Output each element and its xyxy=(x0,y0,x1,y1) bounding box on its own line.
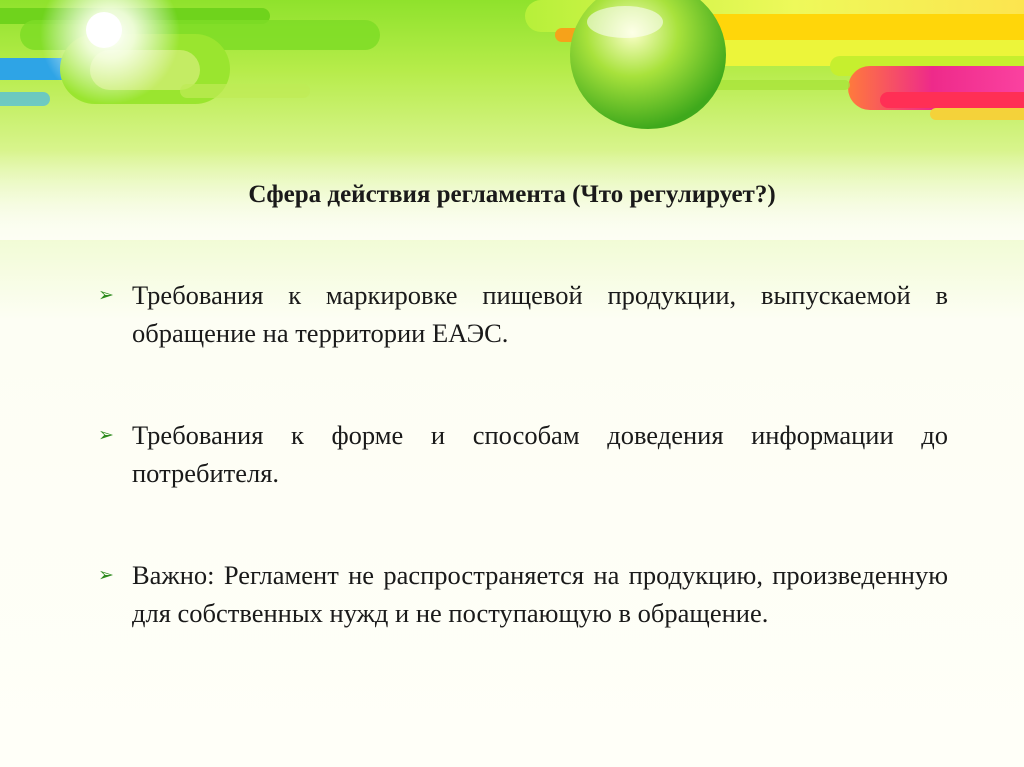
arrow-bullet-icon: ➢ xyxy=(98,564,114,586)
bullet-text: Важно: Регламент не распространяется на продукцию, произведенную для собственных нужд и не поступающую в обращение. xyxy=(132,560,948,628)
bullet-text: Требования к форме и способам доведения информации до потребителя. xyxy=(132,420,948,488)
bullet-item xyxy=(98,276,948,352)
bullet-item xyxy=(98,416,948,492)
arrow-bullet-icon: ➢ xyxy=(98,424,114,446)
slide-title: Сфера действия регламента (Что регулирует?) xyxy=(248,181,776,208)
arrow-bullet-icon: ➢ xyxy=(98,284,114,306)
bullet-text: Требования к маркировке пищевой продукции, выпускаемой в обращение на территории ЕАЭС. xyxy=(132,280,948,348)
bullet-list xyxy=(98,276,948,632)
bullet-item xyxy=(98,556,948,632)
green-orb xyxy=(570,0,726,129)
